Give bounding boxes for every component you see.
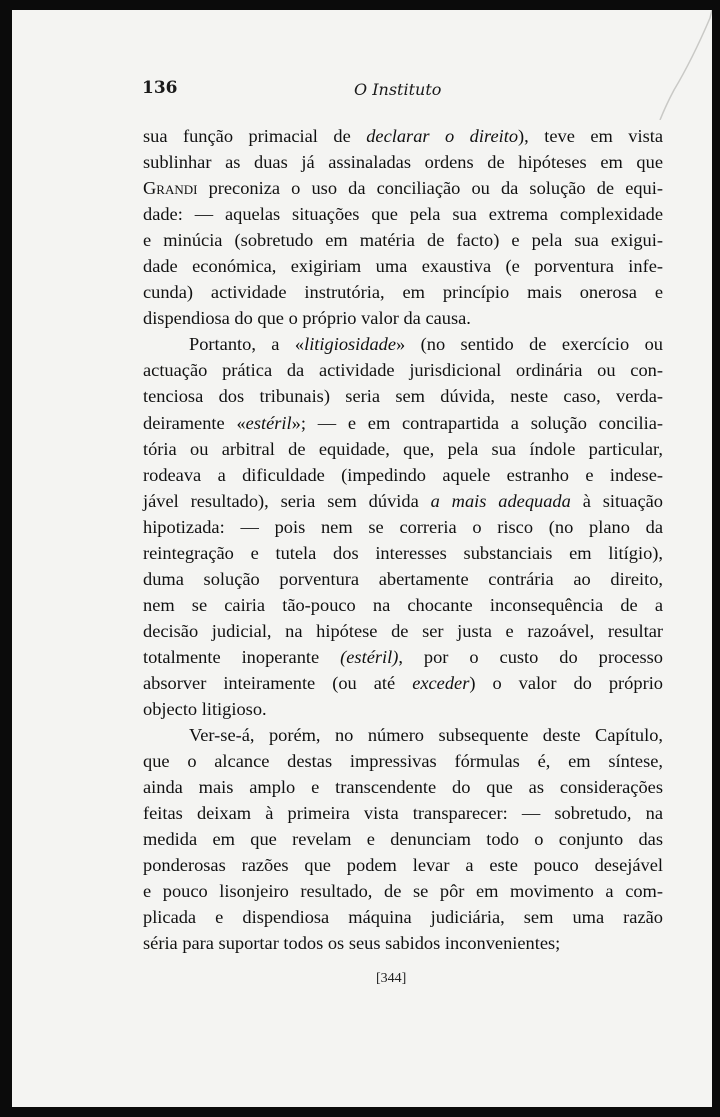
text-line <box>143 436 663 462</box>
text-run: (estéril) <box>340 646 399 667</box>
text-run: tória ou arbitral de equidade, que, pela sua índole particular, <box>143 438 663 459</box>
text-run: ponderosas razões que podem levar a este pouco desejável <box>143 855 663 876</box>
text-line <box>143 930 663 956</box>
text-line <box>143 123 663 149</box>
text-run: a mais adequada <box>430 490 571 511</box>
text-line <box>143 878 663 904</box>
text-run: e pouco lisonjeiro resultado, de se pôr em movimento a com- <box>143 881 663 902</box>
text-line <box>143 488 663 514</box>
text-line <box>143 566 663 592</box>
text-line <box>143 514 663 540</box>
text-run: feitas deixam à primeira vista transparecer: — sobretudo, na <box>143 803 663 824</box>
text-line <box>143 201 663 227</box>
text-line <box>143 540 663 566</box>
text-run: Grandi <box>143 178 198 199</box>
text-line <box>143 383 663 409</box>
text-run: tenciosa dos tribunais) seria sem dúvida, neste caso, verda- <box>143 386 663 407</box>
text-run: exceder <box>412 672 470 693</box>
text-run: sua função primacial de <box>143 126 367 146</box>
text-line <box>143 305 663 331</box>
text-run: totalmente inoperante <box>143 646 341 667</box>
text-run: declarar o direito <box>366 126 519 146</box>
text-run: Portanto, a « <box>189 334 305 355</box>
book-page <box>12 10 712 1107</box>
text-run: deiramente « <box>143 412 246 433</box>
text-run: » (no sentido de exercício ou <box>396 334 663 355</box>
text-run: dade económica, exigiriam uma exaustiva (e porventura infe- <box>143 256 663 277</box>
text-run: rodeava a dificuldade (impedindo aquele estranho e indese- <box>143 464 663 485</box>
text-run: litigiosidade <box>304 334 397 355</box>
page-number: 136 <box>142 78 178 98</box>
text-run: à situação <box>570 490 663 511</box>
text-line <box>143 618 663 644</box>
text-line <box>143 722 663 748</box>
text-line <box>143 357 663 383</box>
text-run: sublinhar as duas já assinaladas ordens de hipóteses em que <box>143 152 663 173</box>
text-line <box>143 852 663 878</box>
page-header <box>142 78 662 108</box>
text-run: que o alcance destas impressivas fórmulas é, em síntese, <box>143 751 663 772</box>
text-line <box>143 462 663 488</box>
text-run: ainda mais amplo e transcendente do que as considerações <box>143 777 663 798</box>
running-title: O Instituto <box>354 80 442 99</box>
text-run: absorver inteiramente (ou até <box>143 672 413 693</box>
text-run: dade: — aquelas situações que pela sua extrema complexidade <box>143 204 663 225</box>
text-run: nem se cairia tão-pouco na chocante inconsequência de a <box>143 594 663 615</box>
text-line <box>143 748 663 774</box>
text-line <box>143 670 663 696</box>
text-line <box>143 800 663 826</box>
text-run: medida em que revelam e denunciam todo o conjunto das <box>143 829 663 850</box>
text-run: decisão judicial, na hipótese de ser justa e razoável, resultar <box>143 620 663 641</box>
text-line <box>143 826 663 852</box>
body-text <box>143 123 663 957</box>
text-run: ), teve em vista <box>518 126 663 146</box>
text-run: dispendiosa do que o próprio valor da causa. <box>143 308 471 329</box>
text-line <box>143 592 663 618</box>
text-run: preconiza o uso da conciliação ou da solução de equi- <box>197 178 663 199</box>
text-run: séria para suportar todos os seus sabidos inconvenientes; <box>143 933 561 954</box>
text-run: »; — e em contrapartida a solução concilia- <box>291 412 663 433</box>
text-line <box>143 644 663 670</box>
text-run: e minúcia (sobretudo em matéria de facto) e pela sua exigui- <box>143 230 663 251</box>
text-run: hipotizada: — pois nem se correria o risco (no plano da <box>143 516 663 537</box>
text-line <box>143 253 663 279</box>
text-line <box>143 227 663 253</box>
text-line <box>143 175 663 201</box>
text-line <box>143 279 663 305</box>
text-line <box>143 904 663 930</box>
text-run: Ver-se-á, porém, no número subsequente deste Capítulo, <box>189 725 663 746</box>
text-run: ) o valor do próprio <box>469 672 663 693</box>
text-run: duma solução porventura abertamente contrária ao direito, <box>143 568 663 589</box>
text-line <box>143 774 663 800</box>
text-run: , por o custo do processo <box>398 646 663 667</box>
text-run: actuação prática da actividade jurisdicional ordinária ou con- <box>143 360 663 381</box>
text-run: reintegração e tutela dos interesses substanciais em litígio), <box>143 542 663 563</box>
text-run: plicada e dispendiosa máquina judiciária, sem uma razão <box>143 907 663 928</box>
footer-page-mark: [344] <box>376 971 407 986</box>
text-line <box>143 149 663 175</box>
text-run: jável resultado), seria sem dúvida <box>143 490 431 511</box>
text-line <box>143 331 663 357</box>
text-line <box>143 410 663 436</box>
text-run: cunda) actividade instrutória, em princípio mais onerosa e <box>143 282 663 303</box>
text-run: objecto litigioso. <box>143 699 267 720</box>
text-run: estéril <box>245 412 292 433</box>
text-line <box>143 696 663 722</box>
